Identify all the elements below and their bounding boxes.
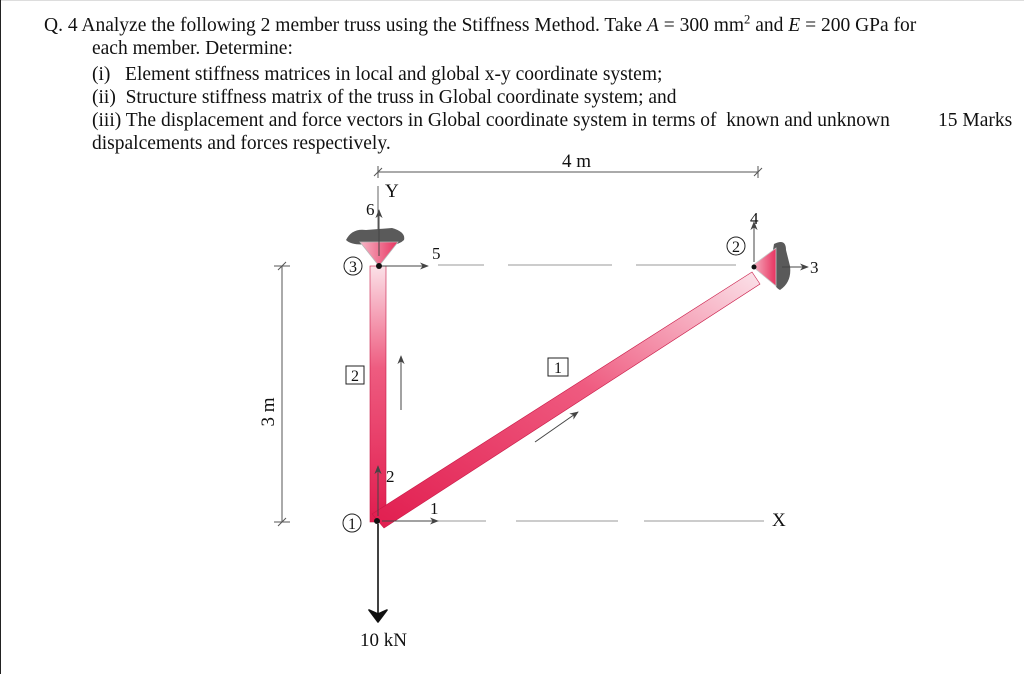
member-1 — [372, 272, 760, 528]
item-i: (i) Element stiffness matrices in local and global x-y coordinate system; — [92, 64, 663, 85]
dof-3-label: 3 — [810, 258, 819, 277]
member-label-1 — [548, 358, 568, 377]
node-2-dot — [752, 265, 757, 270]
vertical-dimension — [274, 262, 290, 526]
dof-5-label: 5 — [432, 244, 441, 263]
area-value: = 300 mm — [658, 15, 745, 36]
dof-2-label: 2 — [386, 467, 395, 486]
item-iii: (iii) The displacement and force vectors in Global coordinate system in terms of known and unknown — [92, 110, 890, 131]
svg-text:3: 3 — [349, 259, 357, 276]
area-unit-exponent: 2 — [744, 12, 751, 27]
svg-text:1: 1 — [554, 360, 562, 377]
question-line-6: dispalcements and forces respectively. — [92, 133, 391, 154]
marks-label: 15 Marks — [938, 110, 1013, 131]
y-axis-label: Y — [385, 181, 399, 202]
member-label-2 — [346, 366, 364, 385]
question-line-2: each member. Determine: — [92, 38, 293, 59]
item-ii: (ii) Structure stiffness matrix of the truss in Global coordinate system; and — [92, 87, 677, 108]
question-number: Q. 4 — [44, 15, 78, 36]
modulus-value: = 200 GPa for — [800, 15, 917, 36]
modulus-symbol: E — [788, 15, 801, 36]
dof-6-label: 6 — [366, 200, 375, 219]
dof-4-label: 4 — [750, 209, 759, 228]
and-word: and — [750, 15, 789, 36]
intro-text: Analyze the following 2 member truss using the Stiffness Method. Take — [81, 15, 643, 36]
svg-text:1: 1 — [348, 516, 356, 533]
area-symbol: A — [646, 15, 659, 36]
x-axis-label: X — [772, 510, 786, 531]
node-label-3 — [344, 257, 362, 276]
node-label-1 — [343, 514, 361, 533]
node-3-dot — [376, 263, 382, 269]
dim-3m-label: 3 m — [258, 397, 279, 427]
dof-1-label: 1 — [430, 499, 439, 518]
load-label: 10 kN — [360, 630, 407, 651]
dim-4m-label: 4 m — [562, 151, 592, 172]
svg-text:2: 2 — [351, 368, 359, 385]
node-1-dot — [374, 518, 380, 524]
svg-text:2: 2 — [732, 239, 740, 256]
node-label-2 — [727, 237, 745, 256]
